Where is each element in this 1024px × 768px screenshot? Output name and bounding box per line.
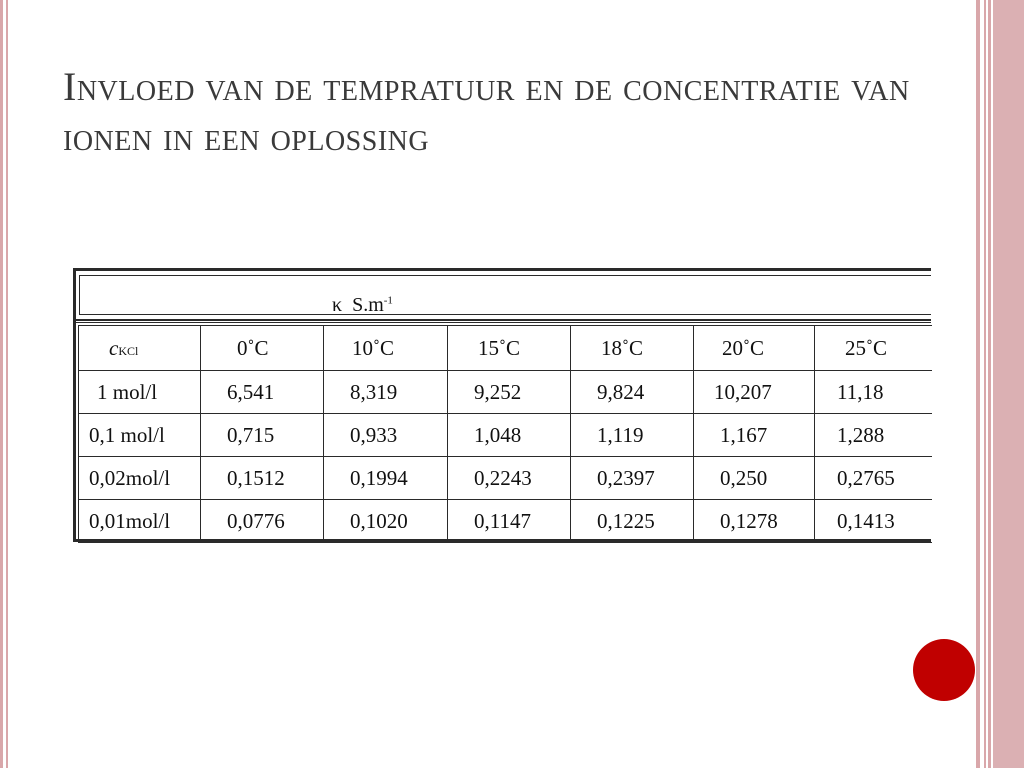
row-label: 0,1 mol/l	[79, 414, 201, 457]
stripe	[988, 0, 991, 768]
table-cell: 0,1020	[324, 500, 448, 543]
row-label: 0,01mol/l	[79, 500, 201, 543]
table-cell: 0,1225	[571, 500, 694, 543]
conductivity-table	[78, 325, 932, 543]
kappa-symbol: κ	[332, 294, 343, 316]
row-label: 0,02mol/l	[79, 457, 201, 500]
column-header: 15˚C	[448, 326, 571, 371]
row-label: 1 mol/l	[79, 371, 201, 414]
stripe	[993, 0, 1024, 768]
table-cell: 0,933	[324, 414, 448, 457]
table-cell: 0,2765	[815, 457, 932, 500]
table-cell: 11,18	[815, 371, 932, 414]
table-cell: 0,1147	[448, 500, 571, 543]
table-cell: 10,207	[694, 371, 815, 414]
table-row	[79, 414, 932, 457]
stripe	[976, 0, 980, 768]
slide-left-border	[0, 0, 12, 768]
table-cell: 0,0776	[201, 500, 324, 543]
header-unit-exponent: -1	[383, 294, 393, 307]
table-cell: 8,319	[324, 371, 448, 414]
stripe	[984, 0, 986, 768]
table-cell: 9,252	[448, 371, 571, 414]
table-cell: 0,250	[694, 457, 815, 500]
table-row	[79, 500, 932, 543]
concentration-subscript: KCl	[118, 343, 139, 358]
table-cell: 6,541	[201, 371, 324, 414]
table-cell: 1,167	[694, 414, 815, 457]
table-cell: 0,715	[201, 414, 324, 457]
table-cell: 0,1994	[324, 457, 448, 500]
red-circle-decoration	[913, 639, 975, 701]
table-cell: 1,288	[815, 414, 932, 457]
table-header-row	[79, 326, 932, 371]
column-header: 25˚C	[815, 326, 932, 371]
table-cell: 0,1512	[201, 457, 324, 500]
corner-cell	[79, 326, 201, 371]
slide-right-stripes	[976, 0, 1024, 768]
column-header: 20˚C	[694, 326, 815, 371]
concentration-symbol: c	[109, 335, 119, 360]
table-row	[79, 371, 932, 414]
column-header: 0˚C	[201, 326, 324, 371]
column-header: 10˚C	[324, 326, 448, 371]
table-header-label	[332, 294, 393, 317]
table-divider	[76, 319, 931, 323]
table-cell: 9,824	[571, 371, 694, 414]
table-cell: 0,2243	[448, 457, 571, 500]
table-cell: 1,119	[571, 414, 694, 457]
table-cell: 0,2397	[571, 457, 694, 500]
left-border-line	[6, 0, 8, 768]
left-border-line	[0, 0, 3, 768]
table-cell: 1,048	[448, 414, 571, 457]
table-row	[79, 457, 932, 500]
table-cell: 0,1278	[694, 500, 815, 543]
header-unit: S.m	[352, 294, 384, 316]
conductivity-table-image	[73, 268, 931, 544]
slide-title: Invloed van de tempratuur en de concentratie van ionen in een oplossing	[63, 64, 910, 159]
column-header: 18˚C	[571, 326, 694, 371]
table-header-box	[79, 275, 931, 315]
table-cell: 0,1413	[815, 500, 932, 543]
